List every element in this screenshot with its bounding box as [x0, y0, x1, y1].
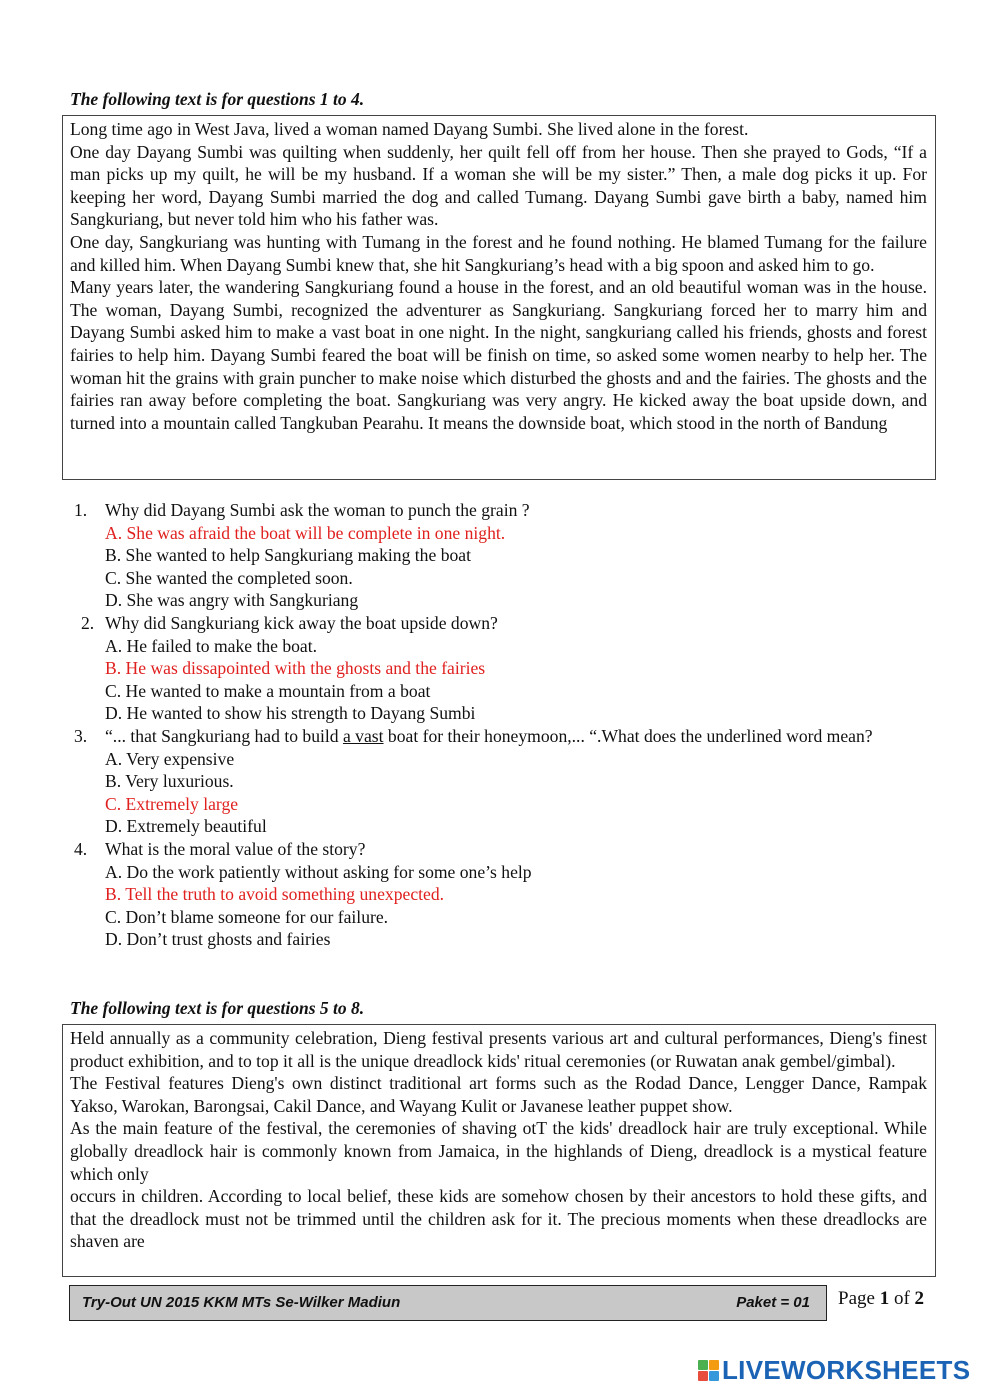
question-number: 4.	[74, 838, 88, 859]
question-1	[70, 499, 940, 612]
passage-2-paragraph: As the main feature of the festival, the ceremonies of shaving otT the kids' dreadlock hair are truly exceptional. While globally dreadlock hair is commonly known from Jamaica, in the highlands of Dieng, dreadlock is a mystical feature which only	[70, 1118, 927, 1184]
question-stem	[105, 726, 873, 746]
passage-1	[62, 115, 936, 480]
package-label: Paket = 01	[736, 1294, 810, 1311]
question-number: 3.	[74, 725, 88, 746]
option-a[interactable]: A. Very expensive	[105, 748, 235, 769]
stem-text-before: “... that Sangkuriang had to build	[105, 725, 343, 746]
liveworksheets-brand[interactable]	[698, 1355, 970, 1385]
question-stem: Why did Sangkuriang kick away the boat upside down?	[105, 612, 498, 633]
passage-1-paragraph: One day Dayang Sumbi was quilting when suddenly, her quilt fell off from her house. Then she prayed to Gods, “If a man picks up my quilt, he will be my husband. If a woman she will be my sister.” Then, a male dog picks it up. For keeping her word, Dayang Sumbi married the dog and called Tumang. Dayang Sumbi gave birth a baby, named him Sangkuriang, but never told him who his father was.	[70, 141, 927, 230]
section-2-heading: The following text is for questions 5 to 8.	[70, 998, 365, 1018]
option-c-correct[interactable]: C. Extremely large	[105, 793, 239, 814]
passage-2-paragraph: The Festival features Dieng's own distinct traditional art forms such as the Rodad Dance, Lengger Dance, Rampak Yakso, Warokan, Barongsai, Cakil Dance, and Wayang Kulit or Javanese leather puppet show.	[70, 1073, 927, 1116]
passage-1-paragraph: Many years later, the wandering Sangkuriang found a house in the forest, and an old beautiful woman was in the house. The woman, Dayang Sumbi, recognized the adventurer as Sangkuriang. Sangkuriang forced her to marry him and Dayang Sumbi asked him to make a vast boat in one night. In the night, sangkuriang called his friends, ghosts and forest fairies to help him. Dayang Sumbi feared the boat will be finish on time, so asked some women nearby to help her. The woman hit the grains with grain puncher to make noise which disturbed the ghosts and and the fairies. The ghosts and the fairies ran away before completing the boat. Sangkuriang was very angry. He kicked away the boat upside down, and turned into a mountain called Tangkuban Pearahu. It means the downside boat, which stood in the north of Bandung	[70, 277, 927, 433]
option-d[interactable]: D. Don’t trust ghosts and fairies	[105, 929, 331, 950]
question-3	[70, 725, 940, 838]
option-c[interactable]: C. He wanted to make a mountain from a boat	[105, 680, 431, 701]
page-indicator	[838, 1288, 924, 1310]
section-1-heading: The following text is for questions 1 to 4.	[70, 89, 365, 109]
passage-2-paragraph: Held annually as a community celebration, Dieng festival presents various art and cultural performances, Dieng's finest product exhibition, and to top it all is the unique dreadlock kids' ritual ceremonies (or Ruwatan anak gembel/gimbal).	[70, 1028, 927, 1071]
passage-2	[62, 1024, 936, 1277]
page-current: 1	[879, 1288, 890, 1309]
passage-1-paragraph: One day, Sangkuriang was hunting with Tumang in the forest and he found nothing. He blamed Tumang for the failure and killed him. When Dayang Sumbi knew that, she hit Sangkuriang’s head with a big spoon and asked him to go.	[70, 231, 927, 275]
option-a[interactable]: A. Do the work patiently without asking for some one’s help	[105, 861, 532, 882]
question-2	[70, 612, 940, 725]
option-c[interactable]: C. Don’t blame someone for our failure.	[105, 906, 389, 927]
option-b-correct[interactable]: B. Tell the truth to avoid something unexpected.	[105, 884, 445, 905]
passage-1-paragraph: Long time ago in West Java, lived a woman named Dayang Sumbi. She lived alone in the forest.	[70, 119, 749, 139]
question-4	[70, 838, 940, 951]
footer-bar	[69, 1285, 827, 1321]
question-stem: Why did Dayang Sumbi ask the woman to punch the grain ?	[105, 500, 530, 520]
option-d[interactable]: D. She was angry with Sangkuriang	[105, 590, 359, 611]
underlined-word: a vast	[342, 725, 384, 746]
option-b-correct[interactable]: B. He was dissapointed with the ghosts and the fairies	[105, 658, 486, 679]
page-of: of	[893, 1288, 910, 1309]
option-b[interactable]: B. Very luxurious.	[105, 771, 234, 792]
option-d[interactable]: D. He wanted to show his strength to Dayang Sumbi	[105, 703, 476, 724]
brand-text: LIVEWORKSHEETS	[722, 1354, 971, 1385]
exam-title: Try-Out UN 2015 KKM MTs Se-Wilker Madiun	[82, 1294, 401, 1311]
option-b[interactable]: B. She wanted to help Sangkuriang making the boat	[105, 545, 471, 566]
question-list	[70, 499, 940, 951]
option-c[interactable]: C. She wanted the completed soon.	[105, 567, 353, 588]
page-word: Page	[838, 1288, 875, 1309]
question-stem: What is the moral value of the story?	[105, 838, 366, 859]
liveworksheets-logo-icon	[698, 1360, 719, 1381]
option-d[interactable]: D. Extremely beautiful	[105, 816, 267, 837]
question-number: 2.	[81, 612, 95, 633]
question-number: 1.	[74, 500, 88, 520]
option-a-correct[interactable]: A. She was afraid the boat will be complete in one night.	[105, 522, 506, 543]
option-a[interactable]: A. He failed to make the boat.	[105, 635, 318, 656]
passage-2-paragraph: occurs in children. According to local belief, these kids are somehow chosen by their ancestors to hold these gifts, and that the dreadlock must not be trimmed until the children ask for it. The precious moments when these dreadlocks are shaven are	[70, 1186, 927, 1252]
page-total: 2	[914, 1288, 925, 1309]
stem-text-after: boat for their honeymoon,... “.What does the underlined word mean?	[383, 725, 873, 746]
